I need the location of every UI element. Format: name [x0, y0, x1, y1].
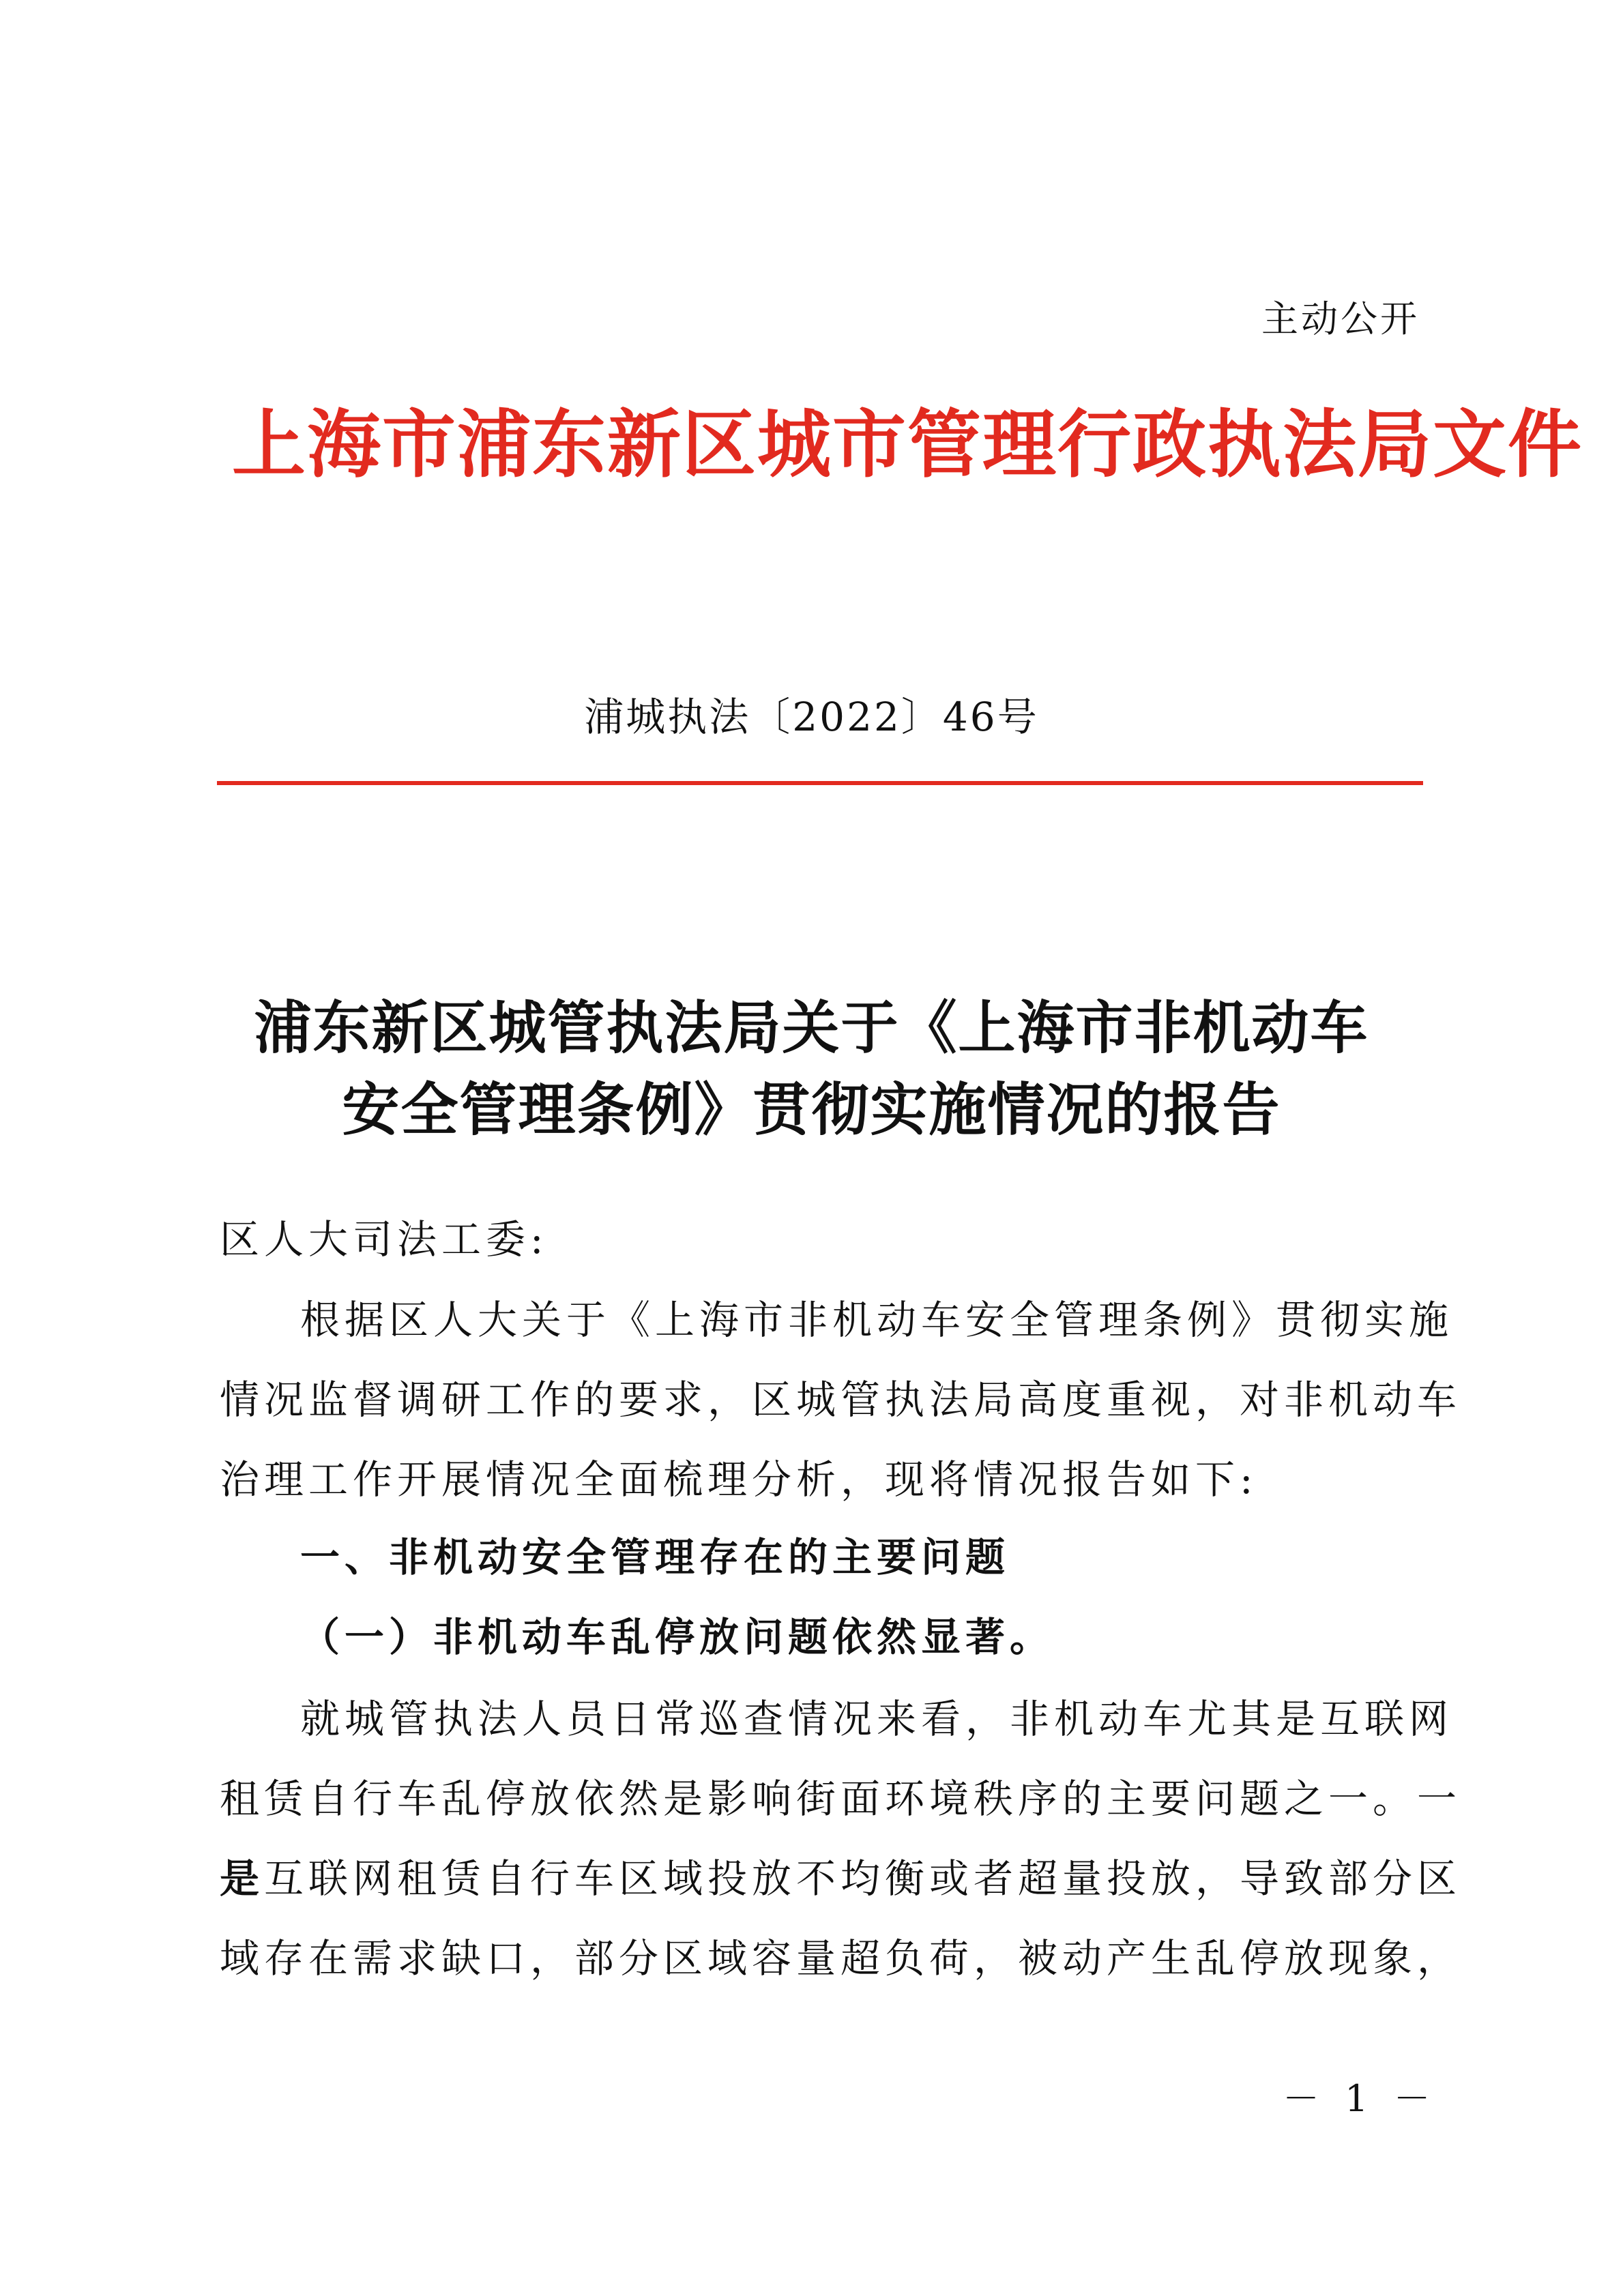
- section-heading-1: 一、非机动安全管理存在的主要问题: [300, 1534, 1010, 1580]
- page-number: － 1 －: [1283, 2077, 1437, 2120]
- paragraph-2-line-2: 租赁自行车乱停放依然是影响街面环境秩序的主要问题之一。一: [220, 1776, 1462, 1822]
- paragraph-1-line-2: 情况监督调研工作的要求，区城管执法局高度重视，对非机动车: [220, 1377, 1462, 1423]
- paragraph-2-line-3-text: 互联网租赁自行车区域投放不均衡或者超量投放，导致部分区: [264, 1855, 1462, 1902]
- recipient: 区人大司法工委:: [220, 1216, 549, 1263]
- document-header: 上海市浦东新区城市管理行政执法局文件: [232, 402, 1583, 488]
- paragraph-2-line-1: 就城管执法人员日常巡查情况来看，非机动车尤其是互联网: [300, 1696, 1454, 1742]
- subsection-heading-1: （一）非机动车乱停放问题依然显著。: [300, 1614, 1055, 1660]
- paragraph-2-line-3: [220, 1846, 1462, 1904]
- enumeration-marker: 是: [220, 1855, 265, 1902]
- red-divider-line: [217, 781, 1423, 785]
- report-title-line-2: 安全管理条例》贯彻实施情况的报告: [342, 1076, 1281, 1143]
- paragraph-1-line-3: 治理工作开展情况全面梳理分析，现将情况报告如下:: [220, 1456, 1258, 1503]
- report-title-line-1: 浦东新区城管执法局关于《上海市非机动车: [254, 994, 1369, 1061]
- paragraph-2-line-4: 域存在需求缺口，部分区域容量超负荷，被动产生乱停放现象，: [220, 1935, 1462, 1982]
- disclosure-label: 主动公开: [1261, 297, 1420, 340]
- paragraph-1-line-1: 根据区人大关于《上海市非机动车安全管理条例》贯彻实施: [300, 1297, 1454, 1343]
- document-number: 浦城执法〔2022〕46号: [584, 694, 1039, 740]
